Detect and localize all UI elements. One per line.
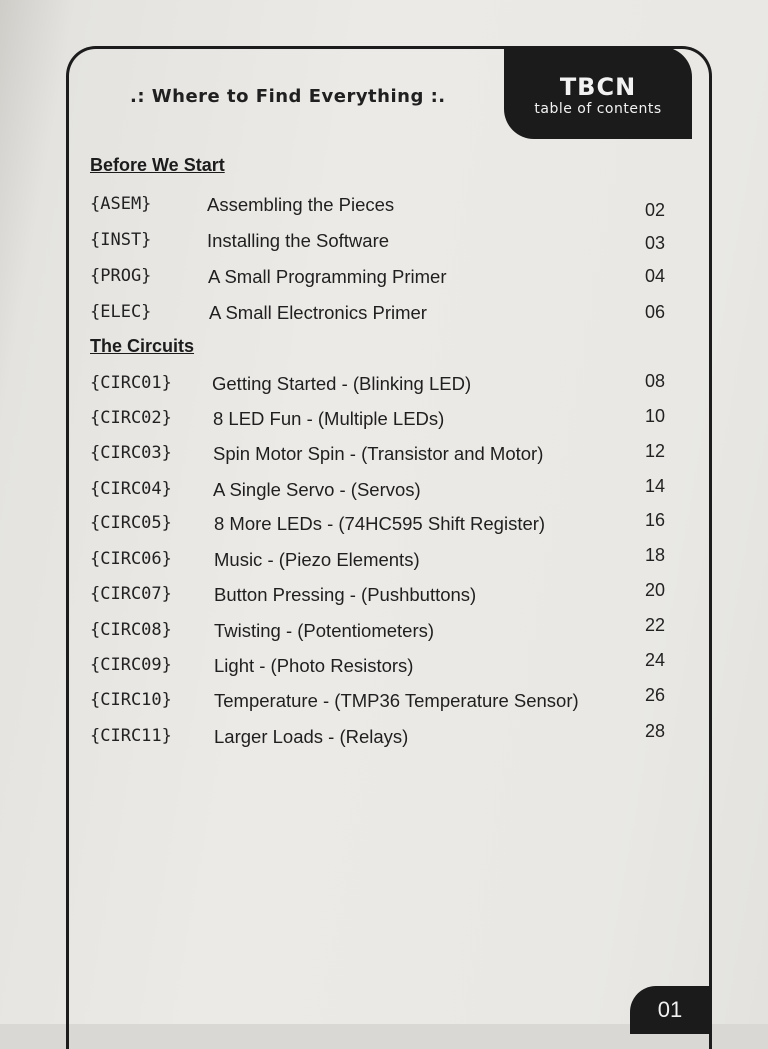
toc-page: 06 bbox=[644, 302, 666, 322]
toc-row bbox=[0, 615, 768, 650]
toc-title: Getting Started - (Blinking LED) bbox=[212, 373, 472, 394]
toc-page: 14 bbox=[644, 476, 666, 496]
toc-row bbox=[0, 194, 768, 224]
toc-page: 20 bbox=[644, 580, 666, 600]
toc-title: Temperature - (TMP36 Temperature Sensor) bbox=[214, 690, 579, 711]
toc-page: 24 bbox=[644, 650, 666, 670]
toc-row bbox=[0, 685, 768, 720]
toc-page: 10 bbox=[644, 406, 666, 426]
toc-code: {CIRC11} bbox=[90, 726, 172, 746]
toc-page: 28 bbox=[644, 721, 666, 741]
toc-code: {CIRC08} bbox=[90, 620, 172, 640]
toc-title: 8 More LEDs - (74HC595 Shift Register) bbox=[214, 513, 546, 534]
toc-row bbox=[0, 302, 768, 332]
toc-code: {INST} bbox=[90, 230, 152, 250]
toc-page: 22 bbox=[644, 615, 666, 635]
toc-code: {ELEC} bbox=[90, 302, 152, 322]
toc-code: {CIRC04} bbox=[90, 479, 172, 499]
toc-title: 8 LED Fun - (Multiple LEDs) bbox=[213, 408, 445, 429]
toc-row bbox=[0, 580, 768, 614]
toc-page: 03 bbox=[644, 233, 666, 253]
toc-row bbox=[0, 443, 768, 473]
toc-code: {ASEM} bbox=[90, 194, 152, 214]
toc-title: Installing the Software bbox=[207, 230, 390, 251]
toc-title: A Small Programming Primer bbox=[208, 266, 447, 287]
toc-page: 04 bbox=[644, 266, 666, 286]
toc-row bbox=[0, 545, 768, 579]
toc-row bbox=[0, 266, 768, 296]
toc-code: {CIRC02} bbox=[90, 408, 172, 428]
tab-title: TBCN bbox=[559, 73, 637, 101]
toc-code: {CIRC06} bbox=[90, 549, 172, 569]
toc-page: 02 bbox=[644, 200, 666, 220]
header-tab bbox=[504, 47, 692, 139]
toc-title: Light - (Photo Resistors) bbox=[214, 655, 414, 676]
toc-title: Twisting - (Potentiometers) bbox=[214, 620, 435, 641]
page-number-badge: 01 bbox=[630, 986, 710, 1034]
toc-title: Larger Loads - (Relays) bbox=[214, 726, 409, 747]
toc-title: Button Pressing - (Pushbuttons) bbox=[214, 584, 477, 605]
toc-row bbox=[0, 650, 768, 685]
toc-code: {CIRC01} bbox=[90, 373, 172, 393]
toc-row bbox=[0, 230, 768, 260]
toc-code: {CIRC07} bbox=[90, 584, 172, 604]
toc-row bbox=[0, 510, 768, 543]
toc-title: A Small Electronics Primer bbox=[209, 302, 427, 323]
tab-subtitle: table of contents bbox=[534, 101, 662, 117]
toc-code: {CIRC03} bbox=[90, 443, 172, 463]
toc-row bbox=[0, 373, 768, 403]
toc-row bbox=[0, 408, 768, 438]
toc-page: 08 bbox=[644, 371, 666, 391]
toc-row bbox=[0, 721, 768, 756]
toc-page: 18 bbox=[644, 545, 666, 565]
section-title-before-we-start: Before We Start bbox=[90, 155, 225, 175]
toc-title: Spin Motor Spin - (Transistor and Motor) bbox=[213, 443, 544, 464]
toc-page: 12 bbox=[644, 441, 666, 461]
toc-page: 16 bbox=[644, 510, 666, 530]
page-heading: .: Where to Find Everything :. bbox=[130, 86, 446, 107]
toc-code: {CIRC05} bbox=[90, 513, 172, 533]
toc-row bbox=[0, 476, 768, 509]
toc-code: {CIRC09} bbox=[90, 655, 172, 675]
section-title-the-circuits: The Circuits bbox=[90, 336, 195, 356]
toc-code: {CIRC10} bbox=[90, 690, 172, 710]
toc-title: A Single Servo - (Servos) bbox=[213, 479, 421, 500]
toc-page: 26 bbox=[644, 685, 666, 705]
toc-title: Music - (Piezo Elements) bbox=[214, 549, 420, 570]
toc-code: {PROG} bbox=[90, 266, 152, 286]
toc-title: Assembling the Pieces bbox=[207, 194, 395, 215]
